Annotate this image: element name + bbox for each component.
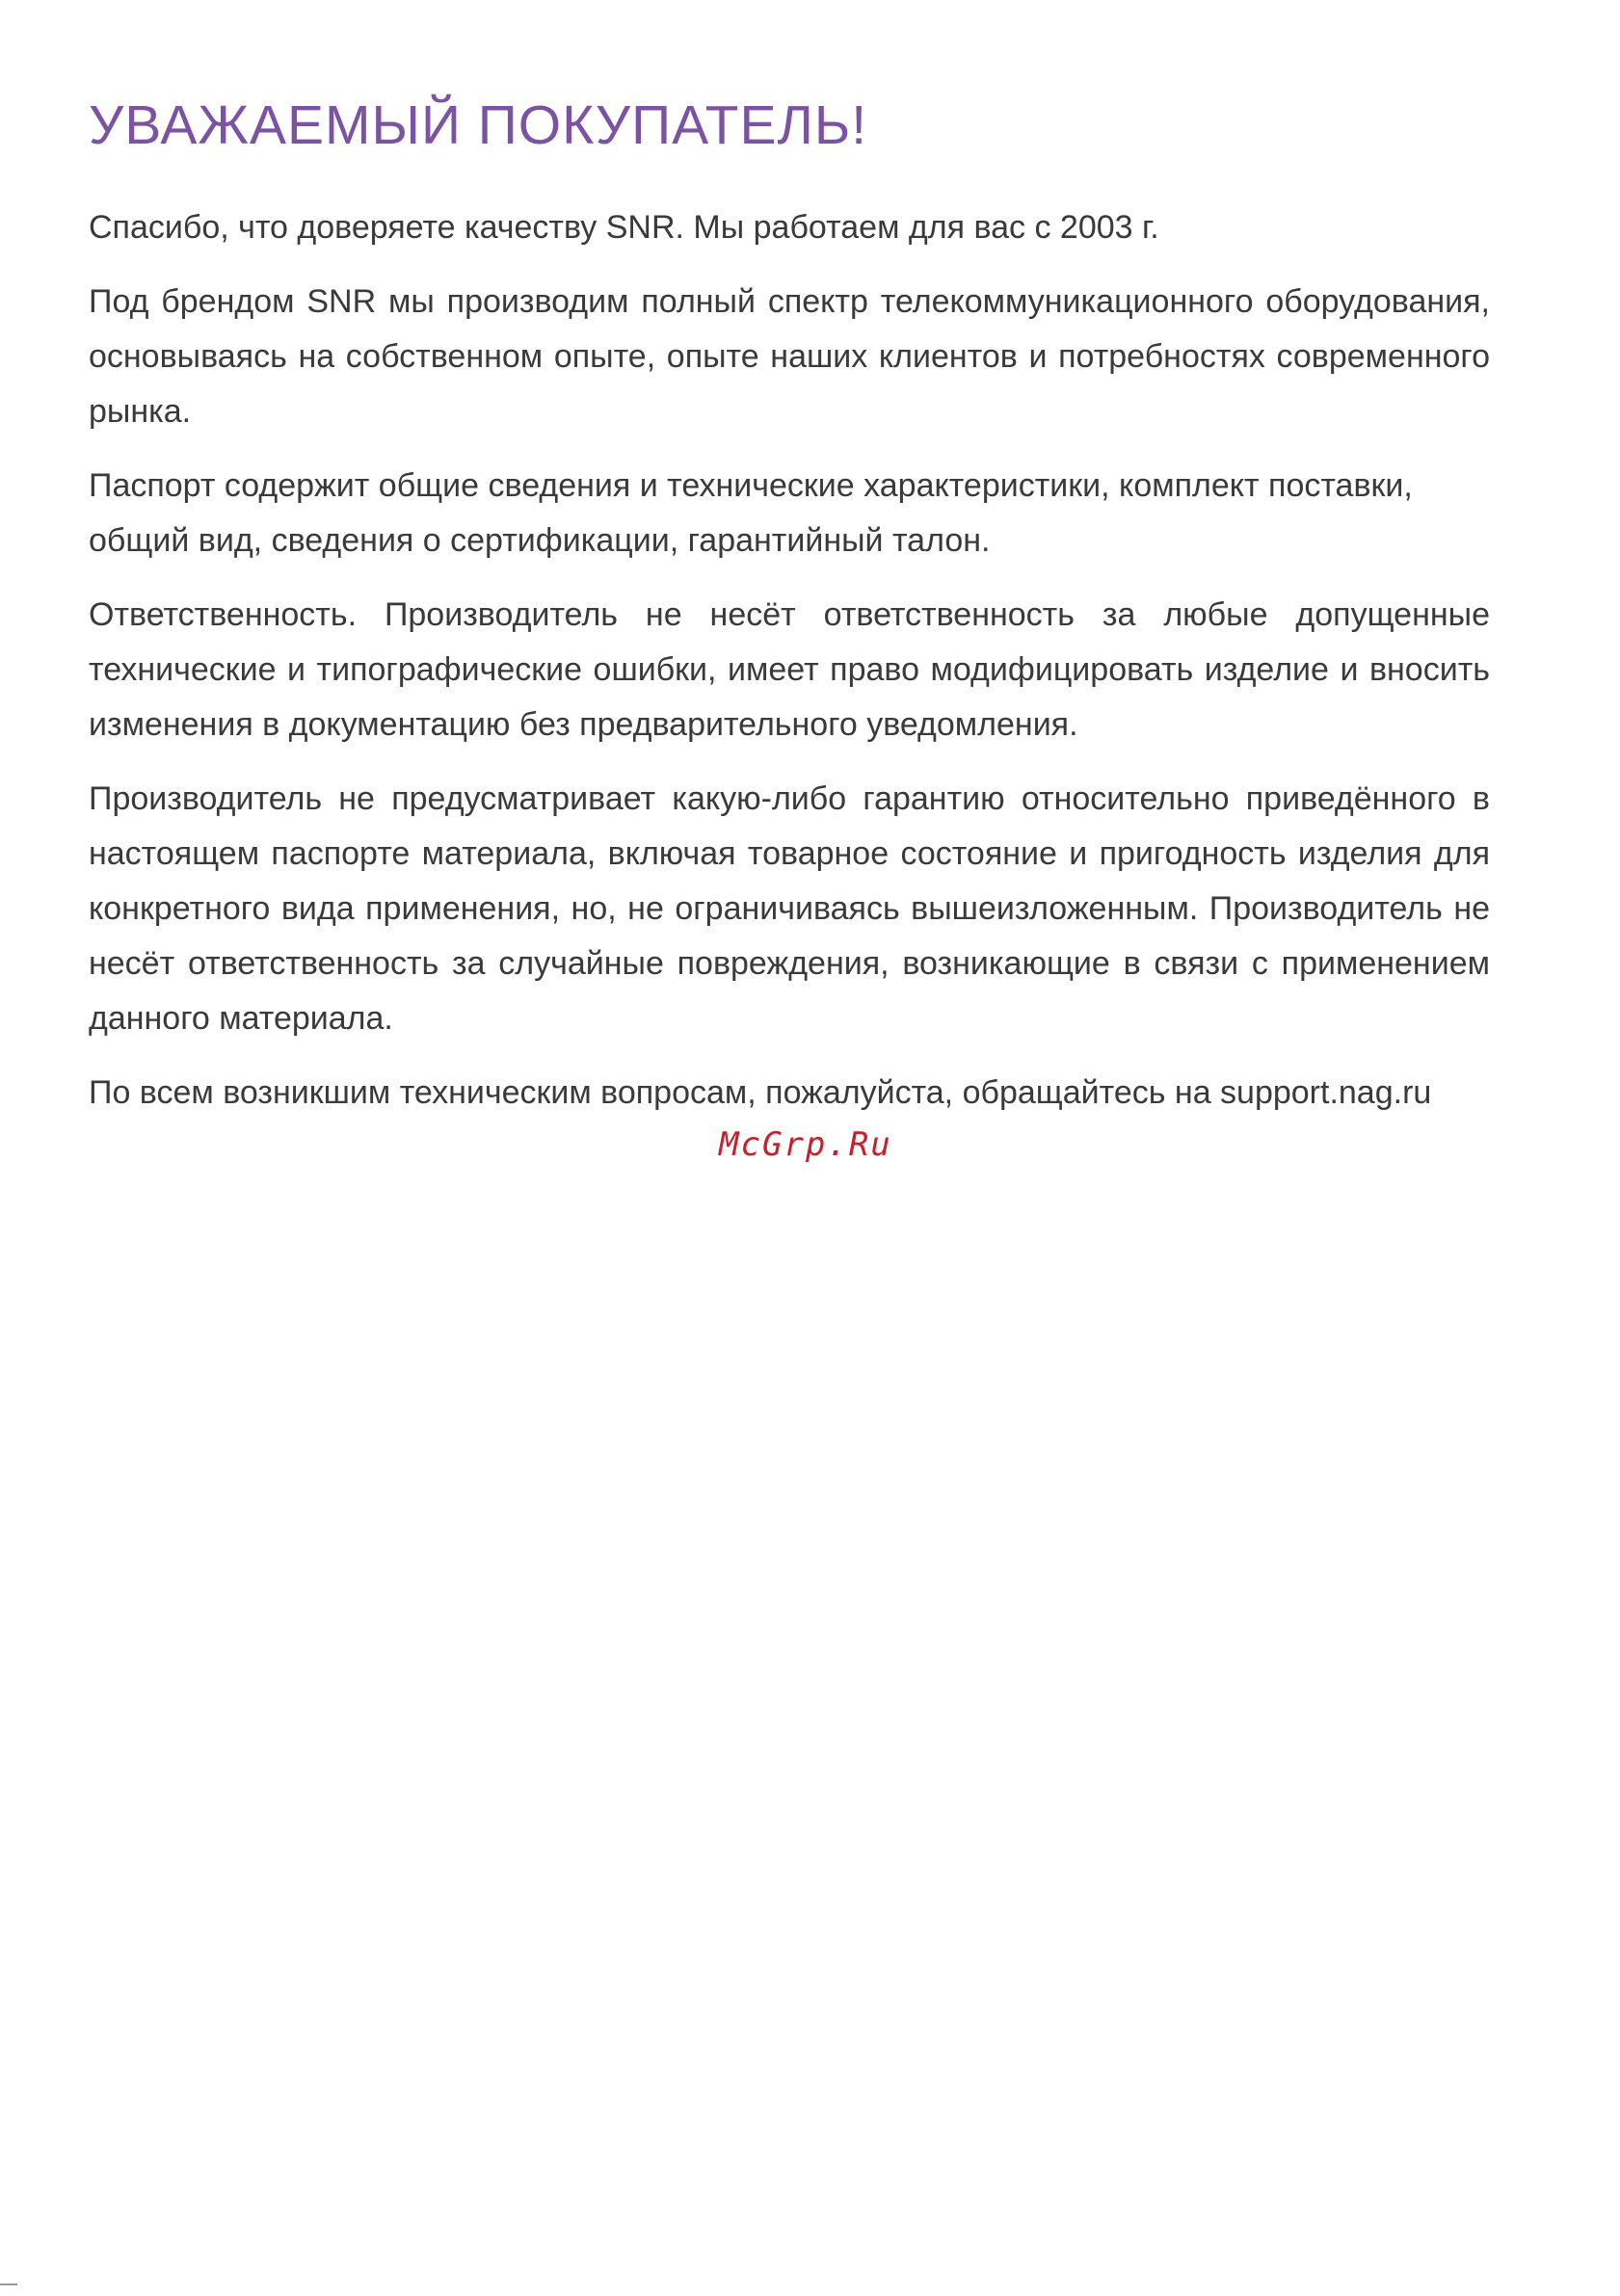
- support-contact-paragraph: По всем возникшим техническим вопросам, пожалуйста, обращайтесь на support.nag.ru: [89, 1073, 1432, 1111]
- brand-paragraph: Под брендом SNR мы производим полный спектр телекоммуникационного оборудования, основываясь на собственном опыте, опыте наших клиентов и потребностях современного рынка.: [89, 282, 1490, 430]
- page-title: УВАЖАЕМЫЙ ПОКУПАТЕЛЬ!: [89, 94, 868, 156]
- warranty-disclaimer-paragraph: Производитель не предусматривает какую-либо гарантию относительно приведённого в настоящем паспорте материала, включая товарное состояние и пригодность изделия для конкретного вида применения, но, не ограничиваясь вышеизложенным. Производитель не несёт ответственность за случайные повреждения, возникающие в связи с применением данного материала.: [89, 779, 1490, 1037]
- passport-contents-paragraph: Паспорт содержит общие сведения и технические характеристики, комплект поставки, общий вид, сведения о сертификации, гарантийный талон.: [89, 466, 1413, 559]
- responsibility-paragraph: Ответственность. Производитель не несёт ответственность за любые допущенные технические и типографические ошибки, имеет право модифицировать изделие и вносить изменения в документацию без предварительного уведомления.: [89, 595, 1490, 743]
- intro-paragraph: Спасибо, что доверяете качеству SNR. Мы работаем для вас с 2003 г.: [89, 208, 1159, 246]
- page-corner-mark: [0, 2283, 17, 2285]
- watermark-text: McGrp.Ru: [719, 1125, 892, 1164]
- document-page: [89, 94, 1490, 1121]
